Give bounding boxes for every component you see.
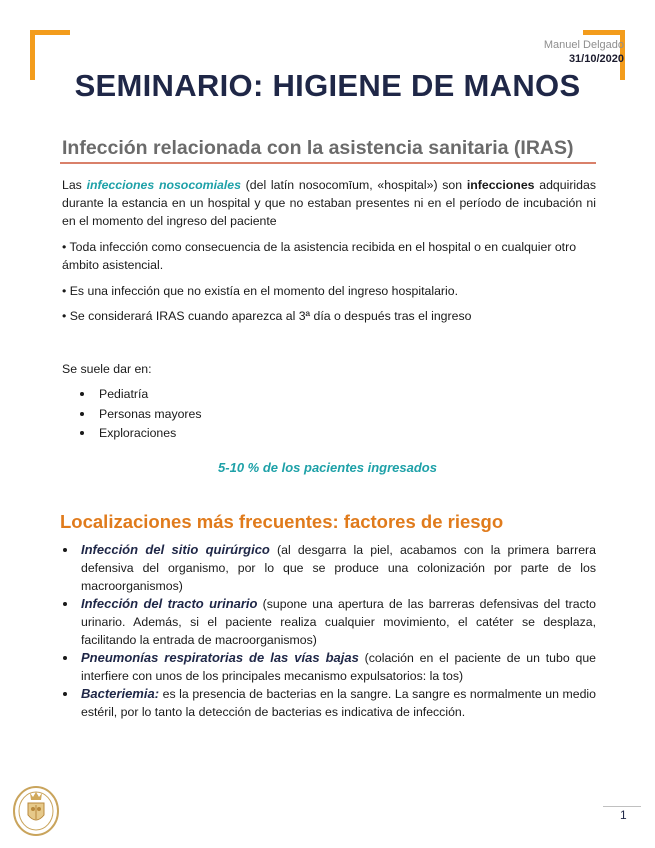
risk-item xyxy=(62,649,596,685)
section-heading-iras: Infección relacionada con la asistencia sanitaria (IRAS) xyxy=(62,137,574,159)
list-item-text: Exploraciones xyxy=(99,426,177,440)
bullet-icon xyxy=(63,602,67,606)
iras-point: • Toda infección como consecuencia de la asistencia recibida en el hospital o en cualquier otro ámbito asistencial. xyxy=(62,240,577,272)
risk-text: (al desgarra la piel, acabamos con la primera barrera defensiva del organismo, por lo que se produce una colonización por parte de los macroorganismos) xyxy=(81,543,596,593)
list-item xyxy=(80,424,202,444)
corner-bracket-right-horizontal xyxy=(583,30,625,35)
list-item xyxy=(80,405,202,425)
risk-text: (colación en el paciente de un tubo que interfiere con unos de los principales mecanismo expulsatorios: la tos) xyxy=(81,651,596,683)
risk-item xyxy=(62,595,596,649)
university-seal-icon xyxy=(11,781,61,839)
list-item xyxy=(80,385,202,405)
page-title: SEMINARIO: HIGIENE DE MANOS xyxy=(74,68,581,103)
risk-term: Infección del sitio quirúrgico xyxy=(81,542,270,557)
suele-list xyxy=(80,385,202,444)
risk-term: Infección del tracto urinario xyxy=(81,596,258,611)
risk-term: Pneumonías respiratorias de las vías bajas xyxy=(81,650,359,665)
risk-text: es la presencia de bacterias en la sangre. La sangre es normalmente un medio estéril, por lo tanto la detección de bacterias es indicativa de infección. xyxy=(81,687,596,719)
intro-middle: (del latín nosocomīum, «hospital») son xyxy=(240,178,467,192)
bullet-icon xyxy=(63,656,67,660)
risk-term: Bacteriemia: xyxy=(81,686,160,701)
intro-bold-word: infecciones xyxy=(466,178,535,192)
risk-factor-list xyxy=(62,541,596,721)
bullet-icon xyxy=(63,692,67,696)
bullet-icon xyxy=(80,431,84,435)
intro-prefix: Las xyxy=(62,178,87,192)
intro-term: infecciones nosocomiales xyxy=(86,178,241,192)
list-item-text: Pediatría xyxy=(99,387,149,401)
page-number: 1 xyxy=(620,808,627,822)
risk-text: (supone una apertura de las barreras defensivas del tracto urinario. Además, si el paciente realiza cualquier movimiento, el catéter se desplaza, facilitando la entrada de macroorganismos) xyxy=(81,597,596,647)
statistic-highlight: 5-10 % de los pacientes ingresados xyxy=(218,460,437,475)
risk-item xyxy=(62,541,596,595)
bullet-icon xyxy=(80,392,84,396)
suele-label: Se suele dar en: xyxy=(62,362,152,376)
risk-item xyxy=(62,685,596,721)
intro-rest: adquiridas durante la estancia en un hospital y que no estaban presentes ni en el período de incubación ni en el momento del ingreso del paciente xyxy=(62,178,596,228)
iras-point: • Se considerará IRAS cuando aparezca al 3ª día o después tras el ingreso xyxy=(62,309,472,323)
bullet-icon xyxy=(63,548,67,552)
bullet-icon xyxy=(80,412,84,416)
list-item-text: Personas mayores xyxy=(99,406,202,421)
footer-divider xyxy=(603,806,641,807)
iras-point: • Es una infección que no existía en el momento del ingreso hospitalario. xyxy=(62,284,458,298)
corner-bracket-left-horizontal xyxy=(30,30,70,35)
section-heading-risk-factors: Localizaciones más frecuentes: factores de riesgo xyxy=(60,511,504,532)
section-divider xyxy=(60,162,596,164)
intro-paragraph xyxy=(62,176,596,230)
document-date: 31/10/2020 xyxy=(568,53,624,65)
author-name: Manuel Delgado xyxy=(543,39,624,51)
